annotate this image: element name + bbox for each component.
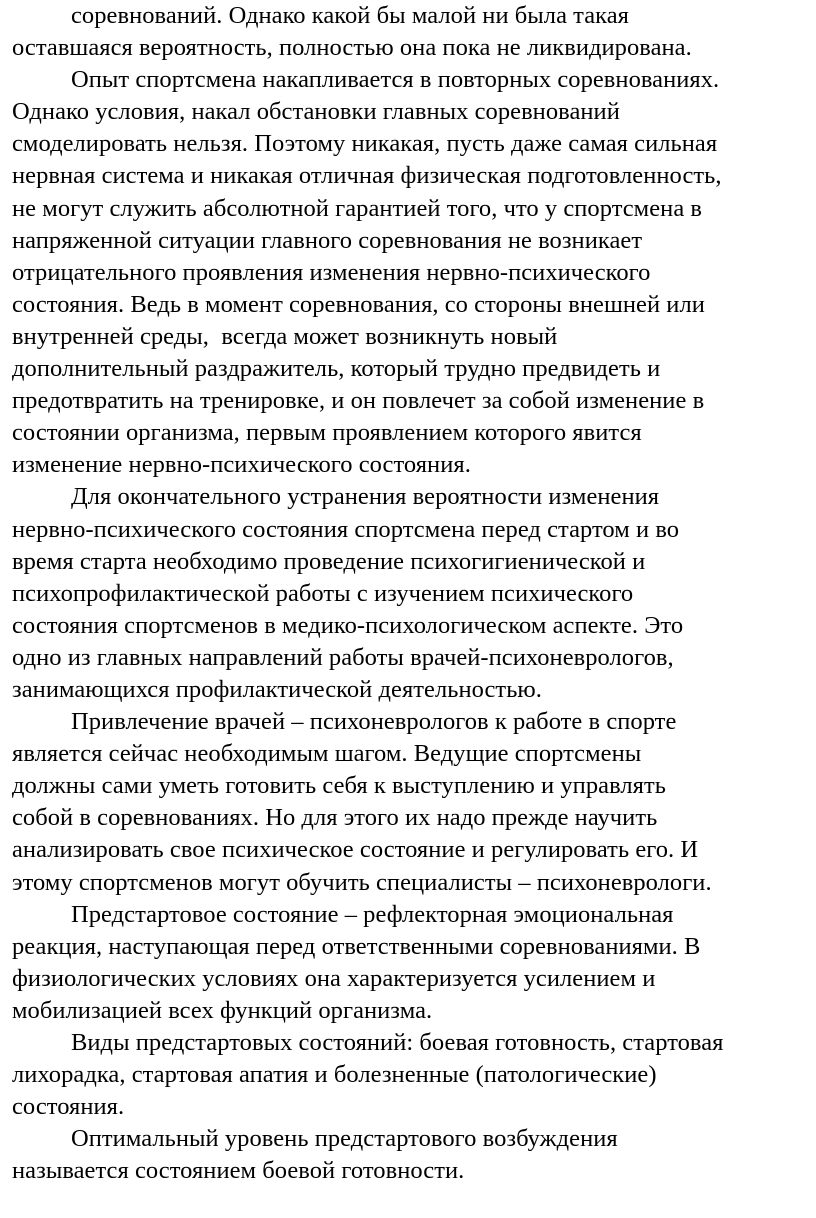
- text-line: называется состоянием боевой готовности.: [12, 1157, 465, 1185]
- text-line: смоделировать нельзя. Поэтому никакая, пусть даже самая сильная: [12, 130, 718, 158]
- text-line: физиологических условиях она характеризуется усилением и: [12, 964, 656, 992]
- text-line: отрицательного проявления изменения нервно-психического: [12, 258, 651, 286]
- text-line: лихорадка, стартовая апатия и болезненные (патологические): [12, 1061, 657, 1089]
- text-line: изменение нервно-психического состояния.: [12, 451, 471, 479]
- paragraph: [12, 0, 808, 64]
- text-line: занимающихся профилактической деятельностью.: [12, 675, 542, 703]
- text-line: психопрофилактической работы с изучением психического: [12, 579, 634, 607]
- text-line: состоянии организма, первым проявлением которого явится: [12, 419, 642, 447]
- text-line: должны сами уметь готовить себя к выступлению и управлять: [12, 772, 666, 800]
- paragraph: [12, 1027, 808, 1123]
- text-line: оставшаяся вероятность, полностью она пока не ликвидирована.: [12, 34, 692, 62]
- text-line: предотвратить на тренировке, и он повлечет за собой изменение в: [12, 387, 705, 415]
- paragraph: [12, 1123, 808, 1187]
- text-line: Оптимальный уровень предстартового возбуждения: [71, 1125, 618, 1153]
- text-line: Опыт спортсмена накапливается в повторных соревнованиях.: [71, 66, 720, 94]
- text-line: нервно-психического состояния спортсмена перед стартом и во: [12, 515, 680, 543]
- text-line: Виды предстартовых состояний: боевая готовность, стартовая: [71, 1029, 724, 1056]
- text-line: состояния.: [12, 1093, 125, 1121]
- paragraph: [12, 706, 808, 899]
- text-line: нервная система и никакая отличная физическая подготовленность,: [12, 162, 722, 190]
- text-line: собой в соревнованиях. Но для этого их надо прежде научить: [12, 804, 658, 832]
- paragraph: [12, 899, 808, 1027]
- text-line: время старта необходимо проведение психогигиенической и: [12, 547, 646, 575]
- text-line: Однако условия, накал обстановки главных соревнований: [12, 98, 620, 126]
- paragraph: [12, 481, 808, 706]
- text-line: Для окончательного устранения вероятности изменения: [71, 483, 660, 511]
- text-line: Привлечение врачей – психоневрологов к работе в спорте: [71, 708, 677, 736]
- text-line: анализировать свое психическое состояние и регулировать его. И: [12, 836, 699, 864]
- text-line: этому спортсменов могут обучить специалисты – психоневрологи.: [12, 868, 712, 896]
- text-line: является сейчас необходимым шагом. Ведущие спортсмены: [12, 740, 642, 768]
- document-page: [12, 0, 808, 1187]
- text-line: мобилизацией всех функций организма.: [12, 996, 433, 1024]
- text-line: соревнований. Однако какой бы малой ни была такая: [71, 2, 629, 29]
- text-line: дополнительный раздражитель, который трудно предвидеть и: [12, 355, 661, 383]
- text-line: Предстартовое состояние – рефлекторная эмоциональная: [71, 900, 674, 928]
- text-line: реакция, наступающая перед ответственными соревнованиями. В: [12, 932, 701, 960]
- text-line: не могут служить абсолютной гарантией того, что у спортсмена в: [12, 194, 703, 222]
- text-line: состояния. Ведь в момент соревнования, со стороны внешней или: [12, 290, 705, 318]
- text-line: одно из главных направлений работы врачей-психоневрологов,: [12, 643, 674, 671]
- text-line: состояния спортсменов в медико-психологическом аспекте. Это: [12, 611, 684, 639]
- paragraph: [12, 64, 808, 481]
- text-line: внутренней среды, всегда может возникнуть новый: [12, 322, 558, 350]
- text-line: напряженной ситуации главного соревнования не возникает: [12, 226, 643, 254]
